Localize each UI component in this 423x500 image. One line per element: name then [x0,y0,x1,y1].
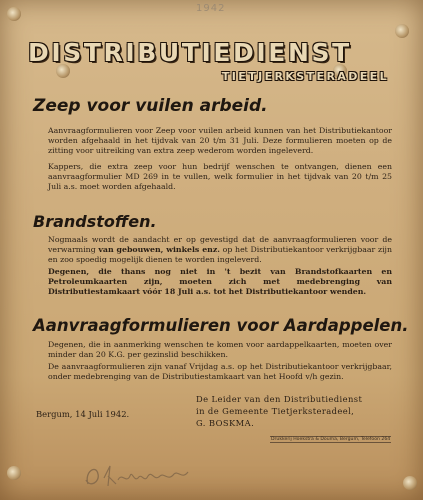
pin-bottom-left [7,466,21,480]
signature-line-3: G. BOSKMA. [196,418,255,428]
printer-imprint: Drukkerij Hoekstra & Douma, Bergum, Telefoon 264 [271,437,391,442]
signature-line-1: De Leider van den Distributiedienst [196,394,363,404]
signature-line-2: in de Gemeente Tietjerksteradeel, [196,406,355,416]
poster-subtitle: TIETJERKSTERADEEL [221,70,389,83]
handwritten-signature [82,458,192,492]
potatoes-paragraph-2: De aanvraagformulieren zijn vanaf Vrijdag a.s. op het Distributiekantoor verkrijgbaar, onder medebrenging van de Distributiestamkaart van het Hoofd v/h gezin. [48,362,392,381]
pin-top-right [395,24,409,38]
potatoes-paragraph-1: Degenen, die in aanmerking wenschen te komen voor aardappelkaarten, moeten over minder dan 20 K.G. per gezinslid beschikken. [48,340,392,359]
fuel-paragraph-2: Degenen, die thans nog niet in 't bezit van Brandstofkaarten en Petroleumkaarten zijn, moeten zich met medebrenging van Distributiestamkaart vóór 18 Juli a.s. tot het Distributiekantoor wenden. [48,267,392,296]
section-heading-soap: Zeep voor vuilen arbeid. [33,96,268,116]
fuel-text-bold: van gebouwen, winkels enz. [98,245,220,254]
poster-title: DISTRIBUTIEDIENST [28,38,352,67]
soap-paragraph-2: Kappers, die extra zeep voor hun bedrijf wenschen te ontvangen, dienen een aanvraagformulier MD 269 in te vullen, welk formulier in het tijdvak van 20 t/m 25 Juli a.s. moet worden afgehaald. [48,162,392,191]
pin-bottom-right [403,476,417,490]
fuel-text-b: op het Distributiekantoor verkrijgbaar zijn en zoo spoedig mogelijk dienen te worden ingeleverd. [48,245,392,264]
section-heading-potatoes: Aanvraagformulieren voor Aardappelen. [33,316,409,335]
section-heading-fuel: Brandstoffen. [33,212,157,231]
pin-top-left [7,7,21,21]
pencil-mark: 1942 [196,3,226,14]
fuel-text-a: Nogmaals wordt de aandacht er op gevestigd dat de aanvraagformulieren voor de verwarming [48,235,392,254]
soap-paragraph-1: Aanvraagformulieren voor Zeep voor vuilen arbeid kunnen van het Distributiekantoor worden afgehaald in het tijdvak van 20 t/m 31 Juli. Deze formulieren moeten op de zitting voor uitreiking van extra zeep wederom worden ingeleverd. [48,126,392,155]
fuel-paragraph-1 [48,235,392,265]
place-date: Bergum, 14 Juli 1942. [36,409,130,419]
